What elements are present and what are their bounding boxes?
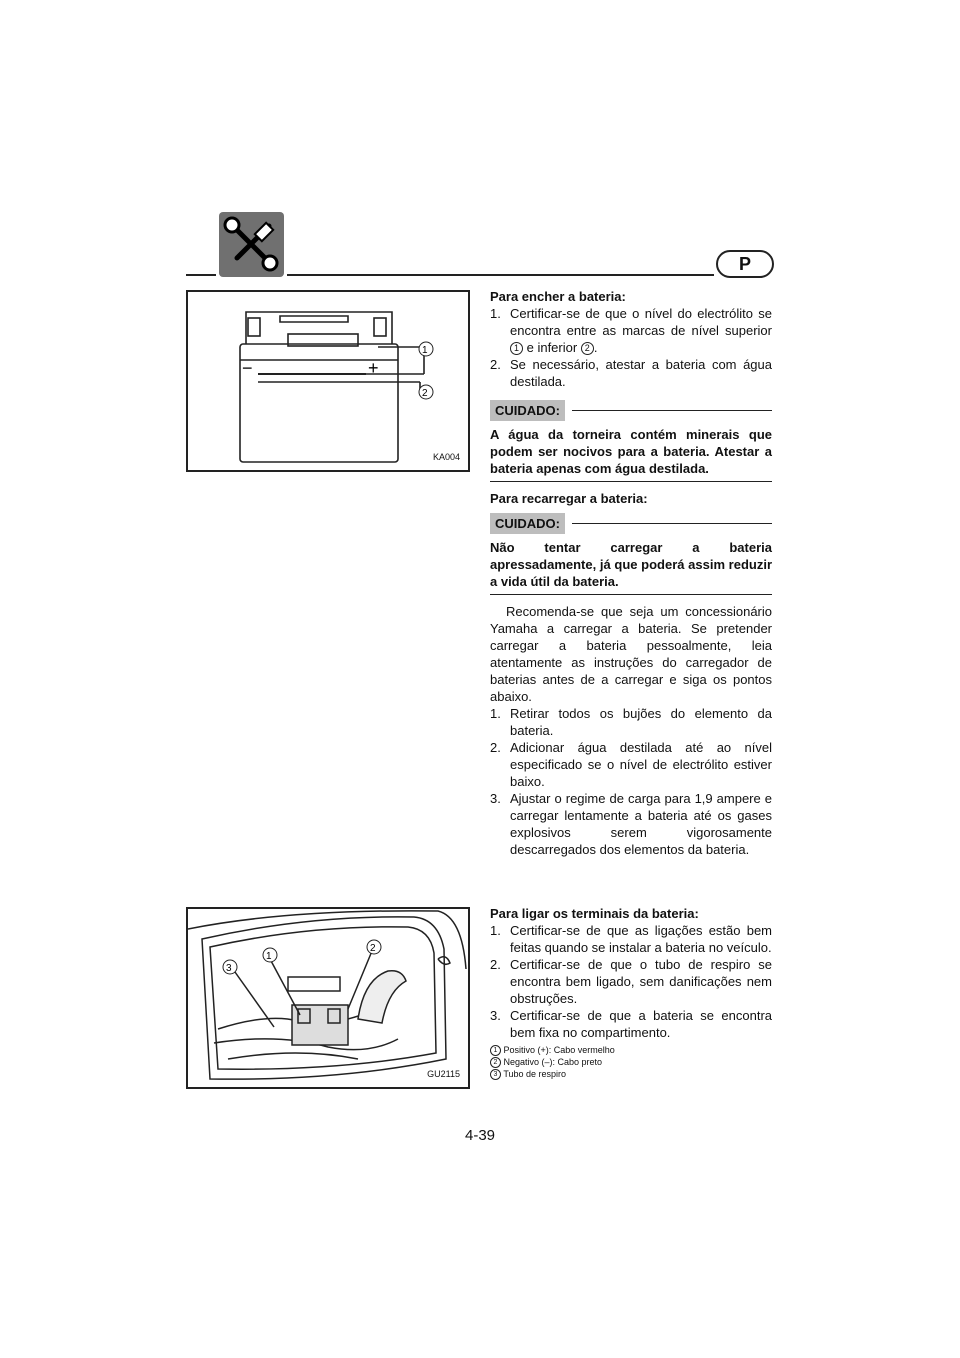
battery-fill-section bbox=[490, 288, 772, 858]
list-item: 3. Certificar-se de que a bateria se encontra bem fixa no compartimento. bbox=[490, 1008, 772, 1040]
battery-figure bbox=[186, 290, 470, 472]
battery-terminal-section bbox=[490, 905, 772, 1080]
list-item: 2. Se necessário, atestar a bateria com água destilada. bbox=[490, 357, 772, 389]
compartment-figure bbox=[186, 907, 470, 1089]
caution-text: Não tentar carregar a bateria apressadamente, já que poderá assim reduzir a vida útil da bateria. bbox=[490, 540, 772, 589]
minus-sign: − bbox=[242, 358, 253, 378]
ref-circle: 1 bbox=[510, 342, 523, 355]
ref-circle: 2 bbox=[581, 342, 594, 355]
list-item: 2. Certificar-se de que o tubo de respiro se encontra bem ligado, sem danificações nem obstruções. bbox=[490, 957, 772, 1006]
list-item: 1. Certificar-se de que as ligações estão bem feitas quando se instalar a bateria no veículo. bbox=[490, 923, 772, 955]
caution-end-rule bbox=[490, 594, 772, 595]
compartment-illustration bbox=[188, 909, 468, 1087]
list-item: 2. Adicionar água destilada até ao nível especificado se o nível de electrólito estiver baixo. bbox=[490, 740, 772, 789]
callout-1: 1 bbox=[266, 951, 272, 962]
page-number: 4-39 bbox=[464, 1127, 496, 1144]
figure-code: GU2115 bbox=[427, 1069, 460, 1079]
language-badge: P bbox=[716, 250, 774, 278]
callout-1: 1 bbox=[422, 345, 428, 356]
header-rule-right bbox=[287, 274, 714, 276]
section-title: Para ligar os terminais da bateria: bbox=[490, 906, 699, 921]
callout-3: 3 bbox=[226, 963, 232, 974]
header-rule-left bbox=[186, 274, 216, 276]
list-item: 1. Certificar-se de que o nível do electrólito se encontra entre as marcas de nível superior 1 e inferior 2 . bbox=[490, 306, 772, 355]
caution-text: A água da torneira contém minerais que podem ser nocivos para a bateria. Atestar a bateria apenas com água destilada. bbox=[490, 427, 772, 476]
battery-illustration bbox=[188, 292, 468, 470]
caution-end-rule bbox=[490, 481, 772, 482]
plus-sign: + bbox=[368, 358, 379, 378]
list-item: 3. Ajustar o regime de carga para 1,9 ampere e carregar lentamente a bateria até os gases explosivos serem vigorosamente descarregados dos elementos da bateria. bbox=[490, 791, 772, 857]
caution-badge: CUIDADO: bbox=[490, 400, 565, 421]
figure-code: KA004 bbox=[432, 452, 460, 462]
callout-2: 2 bbox=[422, 388, 428, 399]
legend-item: 3 Tubo de respiro bbox=[490, 1068, 772, 1080]
caution-header bbox=[490, 400, 772, 420]
caution-badge: CUIDADO: bbox=[490, 513, 565, 534]
recharge-intro: Recomenda-se que seja um concessionário Yamaha a carregar a bateria. Se pretender carregar a bateria pessoalmente, leia atentamente as instruções do carregador de baterias antes de a carregar e siga os pontos abaixo. bbox=[490, 604, 772, 704]
legend-item: 2 Negativo (–): Cabo preto bbox=[490, 1056, 772, 1068]
wrench-screwdriver-icon bbox=[219, 212, 284, 277]
section-title: Para encher a bateria: bbox=[490, 289, 626, 304]
figure-legend bbox=[490, 1044, 772, 1080]
legend-item: 1 Positivo (+): Cabo vermelho bbox=[490, 1044, 772, 1056]
tools-tab-icon bbox=[219, 212, 284, 277]
section-title: Para recarregar a bateria: bbox=[490, 491, 648, 506]
list-item: 1. Retirar todos os bujões do elemento da bateria. bbox=[490, 706, 772, 738]
caution-header bbox=[490, 513, 772, 533]
callout-2: 2 bbox=[370, 943, 376, 954]
